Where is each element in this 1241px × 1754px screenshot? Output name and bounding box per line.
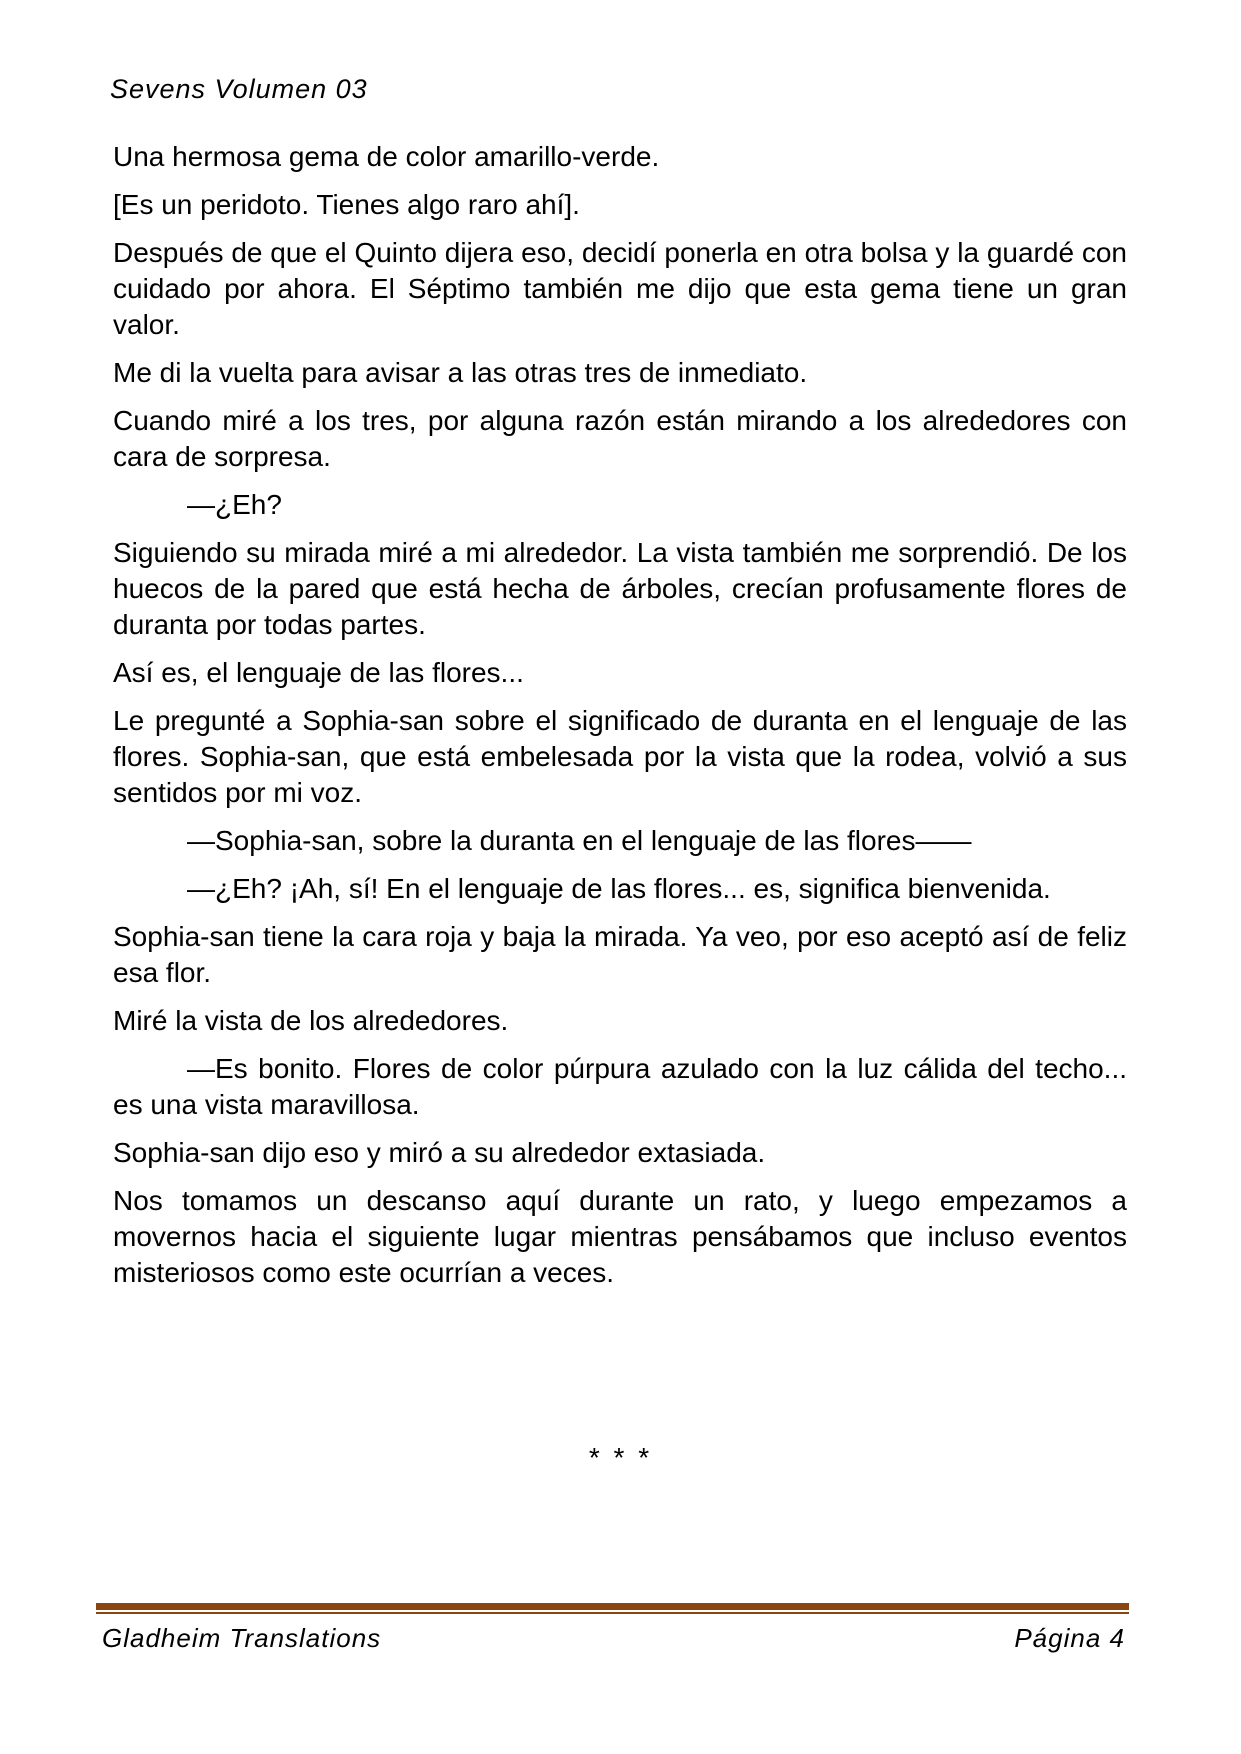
document-header <box>110 74 1127 105</box>
paragraph: Nos tomamos un descanso aquí durante un rato, y luego empezamos a movernos hacia el siguiente lugar mientras pensábamos que incluso eventos misteriosos como este ocurrían a veces. <box>113 1185 1127 1288</box>
header-title: Sevens Volumen 03 <box>110 74 368 104</box>
scene-separator: * * * <box>588 1442 653 1473</box>
paragraph: Así es, el lenguaje de las flores... <box>113 657 524 688</box>
paragraph: Después de que el Quinto dijera eso, decidí ponerla en otra bolsa y la guardé con cuidado por ahora. El Séptimo también me dijo que esta gema tiene un gran valor. <box>113 237 1127 340</box>
paragraph: Le pregunté a Sophia-san sobre el significado de duranta en el lenguaje de las flores. Sophia-san, que está embelesada por la vista que la rodea, volvió a sus sentidos por mi voz. <box>113 705 1127 808</box>
document-footer <box>96 1603 1129 1654</box>
footer-page-number: Página 4 <box>1014 1623 1125 1653</box>
footer-text-row <box>96 1623 1129 1654</box>
paragraph: [Es un peridoto. Tienes algo raro ahí]. <box>113 189 580 220</box>
paragraph: Una hermosa gema de color amarillo-verde. <box>113 141 660 172</box>
paragraph: Miré la vista de los alrededores. <box>113 1005 509 1036</box>
document-body <box>113 139 1127 1303</box>
dialogue-paragraph: —Sophia-san, sobre la duranta en el lenguaje de las flores—— <box>187 825 972 856</box>
dialogue-paragraph: —¿Eh? ¡Ah, sí! En el lenguaje de las flores... es, significa bienvenida. <box>187 873 1051 904</box>
paragraph: Me di la vuelta para avisar a las otras tres de inmediato. <box>113 357 808 388</box>
paragraph: Siguiendo su mirada miré a mi alrededor. La vista también me sorprendió. De los huecos de la pared que está hecha de árboles, crecían profusamente flores de duranta por todas partes. <box>113 537 1127 640</box>
footer-rule <box>96 1603 1129 1614</box>
paragraph: Sophia-san tiene la cara roja y baja la mirada. Ya veo, por eso aceptó así de feliz esa flor. <box>113 921 1127 988</box>
dialogue-paragraph: —Es bonito. Flores de color púrpura azulado con la luz cálida del techo... es una vista maravillosa. <box>113 1053 1127 1120</box>
paragraph: Cuando miré a los tres, por alguna razón están mirando a los alrededores con cara de sorpresa. <box>113 405 1127 472</box>
dialogue-paragraph: —¿Eh? <box>187 489 282 520</box>
footer-rule-thick-line <box>96 1603 1129 1610</box>
footer-rule-thin-line <box>96 1612 1129 1614</box>
footer-translator-credit: Gladheim Translations <box>102 1623 382 1653</box>
paragraph: Sophia-san dijo eso y miró a su alrededor extasiada. <box>113 1137 766 1168</box>
